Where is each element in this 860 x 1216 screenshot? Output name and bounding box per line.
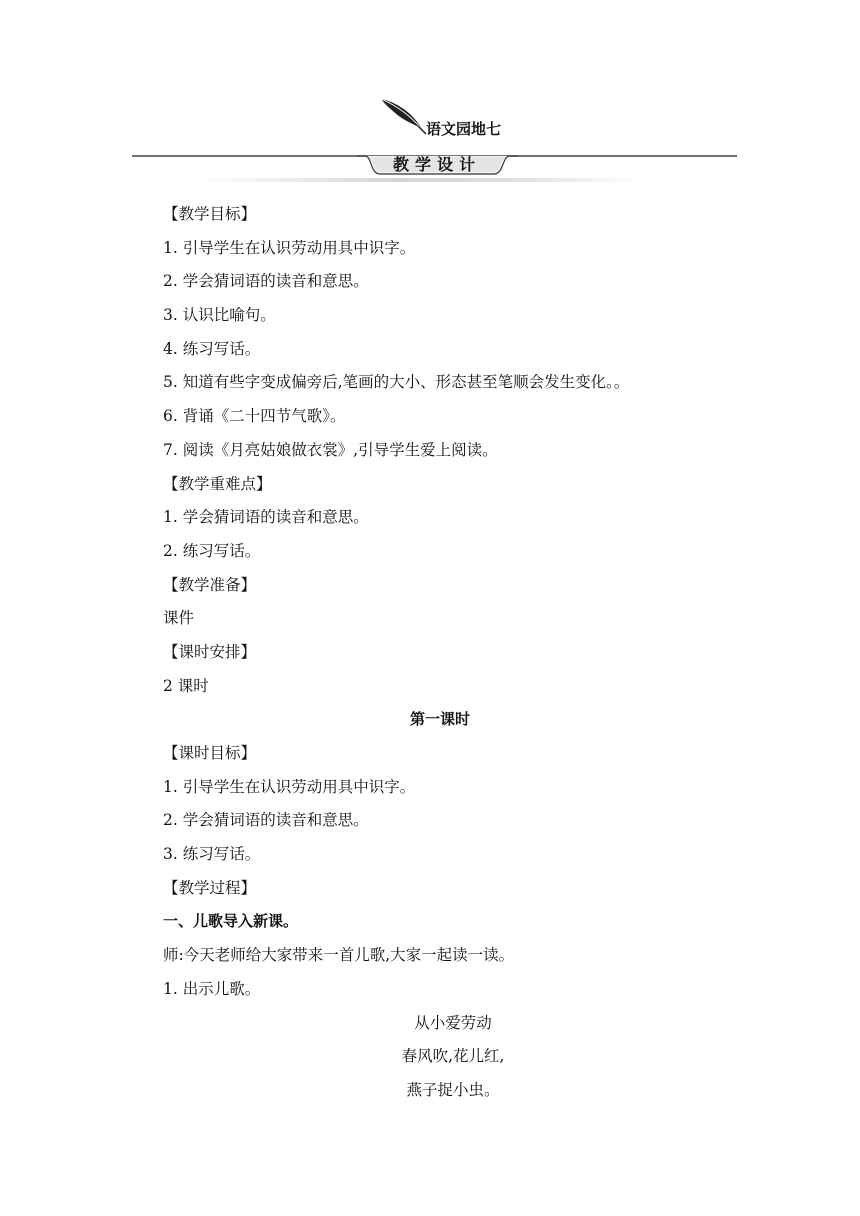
text-line: 2. 练习写话。 <box>163 541 261 560</box>
text-line: 5. 知道有些字变成偏旁后,笔画的大小、形态甚至笔顺会发生变化。。 <box>163 373 630 392</box>
section-label: 【教学目标】 <box>163 205 257 223</box>
banner-label: 教学设计 <box>392 155 481 174</box>
section-label: 【教学准备】 <box>163 575 257 594</box>
text-line: 1. 学会猜词语的读音和意思。 <box>163 508 369 527</box>
text-line: 师:今天老师给大家带来一首儿歌,大家一起读一读。 <box>163 946 515 965</box>
text-line: 2. 学会猜词语的读音和意思。 <box>163 272 369 291</box>
section-label: 【课时安排】 <box>163 642 257 661</box>
section-label: 【教学重难点】 <box>163 474 272 493</box>
poem-line: 春风吹,花儿红, <box>401 1047 505 1066</box>
feather-quill-icon <box>378 96 428 136</box>
poem-line: 燕子捉小虫。 <box>406 1080 500 1099</box>
page-header <box>0 0 860 200</box>
section-label: 【课时目标】 <box>163 744 257 762</box>
text-line: 2. 学会猜词语的读音和意思。 <box>163 811 369 830</box>
lesson-heading: 第一课时 <box>409 710 470 729</box>
text-line: 1. 引导学生在认识劳动用具中识字。 <box>163 238 416 257</box>
text-line: 1. 引导学生在认识劳动用具中识字。 <box>163 777 416 796</box>
text-line: 3. 练习写话。 <box>163 845 261 864</box>
section-heading: 一、儿歌导入新课。 <box>163 912 299 931</box>
text-line: 6. 背诵《二十四节气歌》。 <box>163 407 346 426</box>
section-label: 【教学过程】 <box>163 878 257 897</box>
text-line: 7. 阅读《月亮姑娘做衣裳》,引导学生爱上阅读。 <box>163 440 498 459</box>
text-line: 课件 <box>163 609 195 628</box>
chapter-title: 语文园地七 <box>426 120 502 138</box>
text-line: 3. 认识比喻句。 <box>163 306 276 325</box>
text-line: 4. 练习写话。 <box>163 339 261 358</box>
text-line: 2 课时 <box>163 676 209 695</box>
lesson-content <box>163 198 743 1108</box>
poem-line: 从小爱劳动 <box>414 1013 492 1032</box>
text-line: 1. 出示儿歌。 <box>163 979 261 998</box>
